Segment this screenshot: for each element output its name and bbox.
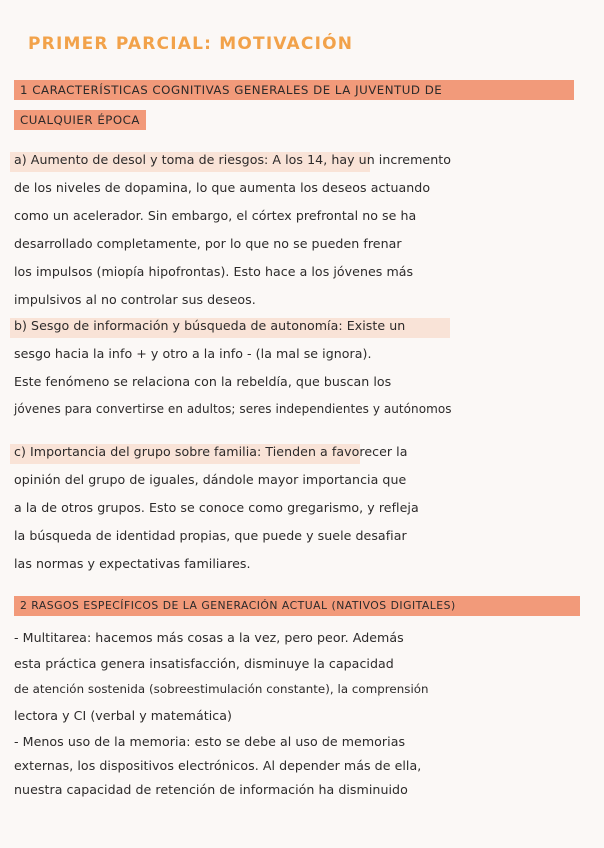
bullet-line: nuestra capacidad de retención de información ha disminuido [14,782,408,797]
para-a-line: como un acelerador. Sin embargo, el córtex prefrontal no se ha [14,208,417,223]
para-a-line: impulsivos al no controlar sus deseos. [14,292,256,307]
bullet-line: lectora y CI (verbal y matemática) [14,708,232,723]
para-a-line: de los niveles de dopamina, lo que aumenta los deseos actuando [14,180,431,195]
section-1-heading-line-1: 1 CARACTERÍSTICAS COGNITIVAS GENERALES DE LA JUVENTUD DE [14,80,574,100]
section-1-heading-line-2: CUALQUIER ÉPOCA [14,110,146,130]
bullet-line: - Menos uso de la memoria: esto se debe al uso de memorias [14,734,406,749]
bullet-line: esta práctica genera insatisfacción, disminuye la capacidad [14,656,394,671]
para-b-line: sesgo hacia la info + y otro a la info - (la mal se ignora). [14,346,372,361]
para-b-line: jóvenes para convertirse en adultos; seres independientes y autónomos [14,402,452,416]
para-c-line: la búsqueda de identidad propias, que puede y suele desafiar [14,528,407,543]
para-c-line: opinión del grupo de iguales, dándole mayor importancia que [14,472,407,487]
para-b-line: b) Sesgo de información y búsqueda de autonomía: Existe un [14,318,406,333]
para-c-line: a la de otros grupos. Esto se conoce como gregarismo, y refleja [14,500,419,515]
bullet-line: - Multitarea: hacemos más cosas a la vez, pero peor. Además [14,630,404,645]
para-a-line: los impulsos (miopía hipofrontas). Esto hace a los jóvenes más [14,264,414,279]
bullet-line: externas, los dispositivos electrónicos. Al depender más de ella, [14,758,422,773]
bullet-line: de atención sostenida (sobreestimulación constante), la comprensión [14,682,429,696]
para-b-line: Este fenómeno se relaciona con la rebeldía, que buscan los [14,374,392,389]
para-c-line: las normas y expectativas familiares. [14,556,251,571]
para-a-line: desarrollado completamente, por lo que no se pueden frenar [14,236,402,251]
para-a-line: a) Aumento de desol y toma de riesgos: A los 14, hay un incremento [14,152,451,167]
page-title: PRIMER PARCIAL: MOTIVACIÓN [28,34,354,54]
section-2-heading: 2 RASGOS ESPECÍFICOS DE LA GENERACIÓN ACTUAL (NATIVOS DIGITALES) [14,596,580,616]
para-c-line: c) Importancia del grupo sobre familia: Tienden a favorecer la [14,444,408,459]
